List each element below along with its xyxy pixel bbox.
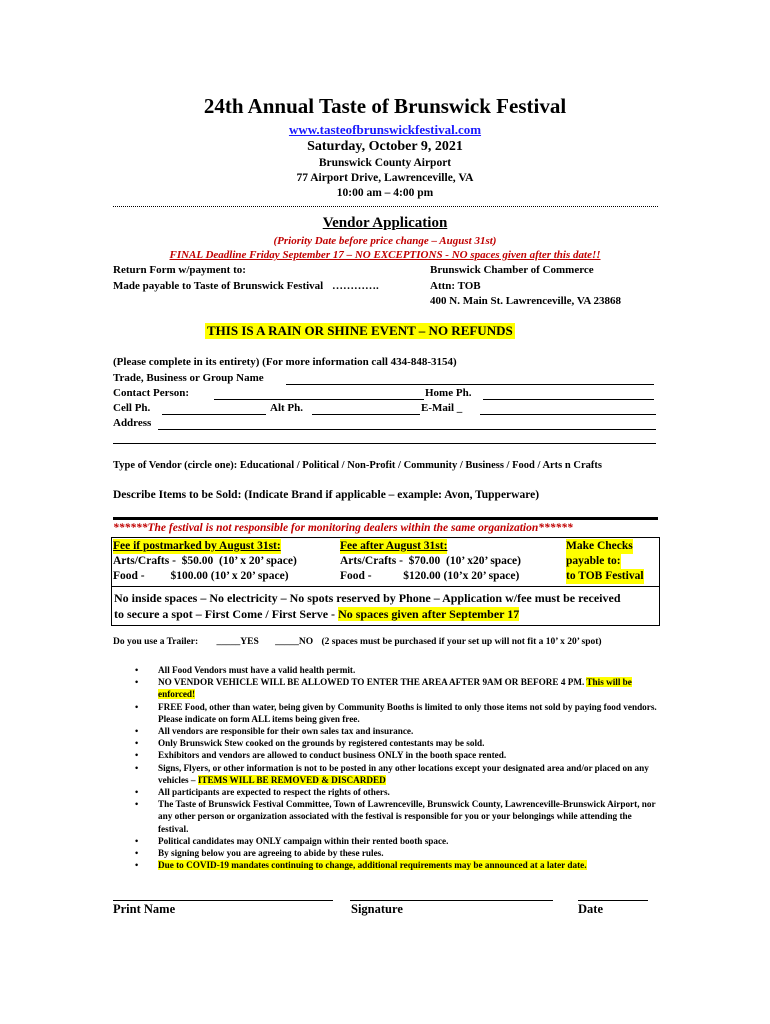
policy-line-2-text: to secure a spot – First Come / First Serve - — [114, 607, 339, 621]
home-phone-label: Home Ph. — [425, 387, 472, 399]
address-label: Address — [113, 417, 152, 429]
rule-item — [113, 786, 658, 798]
date-line[interactable] — [578, 900, 648, 901]
recipient-name: Brunswick Chamber of Commerce — [430, 264, 594, 276]
bullet-icon: • — [135, 665, 139, 675]
rule-highlight: ITEMS WILL BE REMOVED & DISCARDED — [197, 774, 386, 785]
event-date: Saturday, October 9, 2021 — [307, 139, 463, 154]
bullet-icon: • — [135, 726, 139, 737]
rule-text: By signing below you are agreeing to abide by these rules. — [158, 848, 384, 859]
cell-phone-input[interactable] — [162, 414, 266, 415]
early-fee-heading: Fee if postmarked by August 31st: — [113, 540, 281, 552]
checks-column — [566, 539, 644, 584]
rule-item — [113, 725, 658, 737]
rule-text: FREE Food, other than water, being given by Community Booths is limited to only those items not sold by paying food vendors. Please indicate on form ALL items being given free. — [158, 701, 657, 724]
rule-item — [113, 798, 658, 835]
rain-notice: THIS IS A RAIN OR SHINE EVENT – NO REFUNDS — [207, 323, 513, 338]
event-venue: Brunswick County Airport — [318, 157, 452, 169]
late-fee-arts: Arts/Crafts - $70.00 (10’ x20’ space) — [340, 555, 521, 567]
rule-highlight: Due to COVID-19 mandates continuing to change, additional requirements may be announced at a later date. — [158, 860, 587, 871]
vendor-type-options[interactable]: Type of Vendor (circle one): Educational / Political / Non-Profit / Community / Business / Food / Arts n Crafts — [113, 460, 602, 471]
rule-item — [113, 762, 658, 786]
late-fee-heading: Fee after August 31st: — [340, 540, 448, 552]
trade-input[interactable] — [286, 384, 654, 385]
final-deadline: FINAL Deadline Friday September 17 – NO EXCEPTIONS - NO spaces given after this date!! — [169, 249, 601, 261]
address-input[interactable] — [158, 429, 656, 430]
bullet-icon: • — [135, 750, 139, 761]
contact-label: Contact Person: — [113, 387, 190, 399]
trailer-yes-option[interactable]: _____YES — [216, 637, 259, 647]
rule-item — [113, 859, 658, 871]
alt-phone-input[interactable] — [312, 414, 420, 415]
checks-line-3: to TOB Festival — [566, 570, 644, 582]
rule-item — [113, 749, 658, 761]
bullet-icon: • — [135, 762, 139, 773]
checks-line-1: Make Checks — [566, 540, 633, 552]
bullet-icon: • — [135, 848, 139, 859]
payable-text: Made payable to Taste of Brunswick Festival — [113, 280, 324, 292]
trade-label: Trade, Business or Group Name — [113, 372, 264, 384]
date-label: Date — [578, 902, 603, 916]
print-name-label: Print Name — [113, 902, 176, 916]
signature-line[interactable] — [350, 900, 553, 901]
contact-input[interactable] — [214, 399, 424, 400]
print-name-line[interactable] — [113, 900, 333, 901]
email-input[interactable] — [480, 414, 656, 415]
policy-deadline-highlight: No spaces given after September 17 — [338, 607, 520, 621]
policy-line-1: No inside spaces – No electricity – No spots reserved by Phone – Application w/fee must be received — [114, 591, 621, 605]
bullet-icon: • — [135, 677, 139, 688]
payable-label — [113, 280, 379, 292]
disclaimer: ******The festival is not responsible for monitoring dealers within the same organization****** — [113, 522, 573, 534]
alt-phone-label: Alt Ph. — [270, 402, 303, 414]
policy-text — [114, 590, 621, 622]
rule-item — [113, 701, 658, 725]
rule-item — [113, 835, 658, 847]
rule-text: All participants are expected to respect the rights of others. — [158, 787, 390, 798]
rule-text: Only Brunswick Stew cooked on the grounds by registered contestants may be sold. — [158, 738, 485, 749]
trailer-question — [113, 637, 602, 647]
early-fee-column — [113, 539, 297, 584]
rule-item — [113, 676, 658, 700]
early-fee-arts: Arts/Crafts - $50.00 (10’ x 20’ space) — [113, 555, 297, 567]
policy-box — [111, 586, 660, 626]
rule-text: Exhibitors and vendors are allowed to conduct business ONLY in the booth space rented. — [158, 750, 507, 761]
early-fee-food: Food - $100.00 (10’ x 20’ space) — [113, 570, 289, 582]
address-input-line2[interactable] — [113, 443, 656, 444]
bullet-icon: • — [135, 787, 139, 798]
rule-text: All Food Vendors must have a valid health permit. — [158, 665, 356, 675]
signature-label: Signature — [351, 902, 403, 916]
rule-text: NO VENDOR VEHICLE WILL BE ALLOWED TO ENTER THE AREA AFTER 9AM OR BEFORE 4 PM. — [158, 677, 587, 688]
bullet-icon: • — [135, 701, 139, 712]
rule-text: All vendors are responsible for their own sales tax and insurance. — [158, 726, 414, 737]
bullet-icon: • — [135, 835, 139, 846]
priority-note: (Priority Date before price change – August 31st) — [273, 235, 497, 247]
festival-title: 24th Annual Taste of Brunswick Festival — [203, 94, 567, 118]
rule-text: The Taste of Brunswick Festival Committee, Town of Lawrenceville, Brunswick County, Lawrenceville-Brunswick Airport, nor any other person or organization associated with the festival is responsible for you or your belongings while attending the festival. — [158, 799, 656, 834]
bullet-icon: • — [135, 799, 139, 810]
rule-item — [113, 737, 658, 749]
email-label: E-Mail _ — [421, 402, 463, 414]
rule-highlight: This will be enforced! — [158, 677, 632, 700]
bullet-icon: • — [135, 738, 139, 749]
dotted-divider — [113, 200, 658, 207]
trailer-label: Do you use a Trailer: — [113, 637, 199, 647]
rule-text: Political candidates may ONLY campaign within their rented booth space. — [158, 835, 449, 846]
late-fee-column — [340, 539, 521, 584]
recipient-address: 400 N. Main St. Lawrenceville, VA 23868 — [430, 295, 621, 307]
trailer-no-option[interactable]: _____NO — [275, 637, 314, 647]
payable-dots: …………. — [331, 280, 379, 292]
rules-list — [113, 664, 658, 871]
rule-text: Signs, Flyers, or other information is not to be posted in any other locations except your designated area and/or placed on any vehicles – — [158, 762, 649, 785]
trailer-note: (2 spaces must be purchased if your set up will not fit a 10’ x 20’ spot) — [321, 637, 602, 647]
website-link[interactable]: www.tasteofbrunswickfestival.com — [288, 122, 482, 137]
event-address: 77 Airport Drive, Lawrenceville, VA — [296, 172, 474, 184]
form-instructions: (Please complete in its entirety) (For more information call 434-848-3154) — [113, 356, 457, 368]
application-heading: Vendor Application — [322, 215, 448, 231]
return-form-label: Return Form w/payment to: — [113, 264, 246, 276]
rule-item — [113, 664, 658, 676]
checks-line-2: payable to: — [566, 555, 621, 567]
late-fee-food: Food - $120.00 (10’x 20’ space) — [340, 570, 520, 582]
cell-phone-label: Cell Ph. — [113, 402, 151, 414]
bullet-icon: • — [135, 860, 139, 871]
policy-line-2 — [114, 606, 621, 622]
home-phone-input[interactable] — [483, 399, 654, 400]
event-time: 10:00 am – 4:00 pm — [336, 187, 434, 199]
describe-items-label: Describe Items to be Sold: (Indicate Brand if applicable – example: Avon, Tupperware) — [113, 489, 540, 501]
section-divider — [113, 517, 658, 520]
rule-item — [113, 847, 658, 859]
recipient-attn: Attn: TOB — [430, 280, 481, 292]
